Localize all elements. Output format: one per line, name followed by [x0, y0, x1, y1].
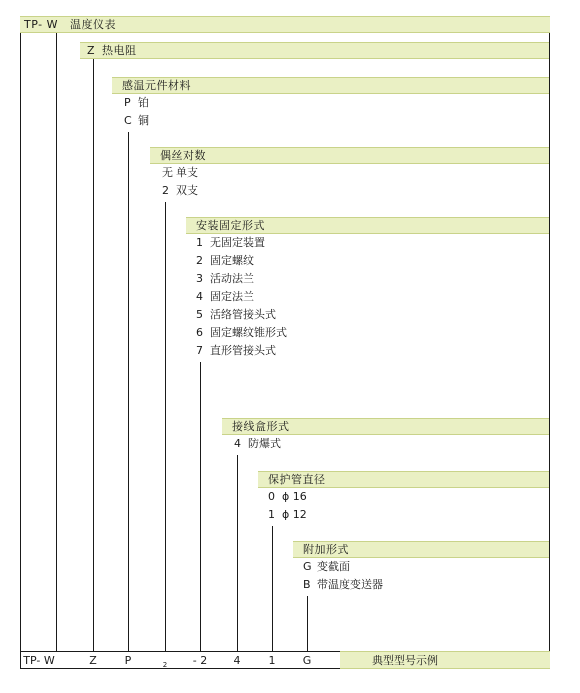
option-mounting-2: 2 固定螺纹 — [196, 254, 254, 267]
example-cell-pairs: 2 — [162, 661, 168, 669]
option-pairs-double: 2 双支 — [162, 184, 198, 197]
example-cell-series: TP- W — [23, 654, 55, 667]
example-cell-mounting: - 2 — [192, 654, 208, 667]
example-cell-junction: 4 — [233, 654, 241, 667]
section-bar-type — [80, 42, 550, 59]
option-mounting-3: 3 活动法兰 — [196, 272, 254, 285]
header-code: TP- W — [24, 18, 58, 31]
section-title: 安装固定形式 — [196, 219, 265, 232]
option-junction-box-4: 4 防爆式 — [234, 437, 281, 450]
connector-line-mounting — [200, 362, 201, 651]
connector-line-diameter — [272, 526, 273, 651]
connector-line-additional — [307, 596, 308, 651]
section-title: 附加形式 — [303, 543, 349, 556]
section-title: 保护管直径 — [268, 473, 326, 486]
option-diameter-12: 1 ϕ 12 — [268, 508, 307, 521]
section-bar-additional — [293, 541, 550, 558]
option-material-p: P 铂 — [124, 96, 149, 109]
option-material-c: C 铜 — [124, 114, 149, 127]
frame-left-line — [20, 33, 21, 669]
section-title: 热电阻 — [102, 44, 137, 57]
section-bar-pairs — [150, 147, 550, 164]
option-mounting-4: 4 固定法兰 — [196, 290, 254, 303]
example-label: 典型型号示例 — [372, 654, 438, 667]
option-mounting-7: 7 直形管接头式 — [196, 344, 276, 357]
option-mounting-1: 1 无固定装置 — [196, 236, 265, 249]
option-mounting-6: 6 固定螺纹锥形式 — [196, 326, 287, 339]
connector-line-material — [128, 132, 129, 651]
section-title: 感温元件材料 — [122, 79, 191, 92]
option-diameter-16: 0 ϕ 16 — [268, 490, 307, 503]
example-cell-diameter: 1 — [268, 654, 276, 667]
section-code: Z — [87, 44, 96, 57]
example-cell-additional: G — [302, 654, 312, 667]
option-mounting-5: 5 活络管接头式 — [196, 308, 276, 321]
option-additional-g: G 变截面 — [303, 560, 350, 573]
header-title: 温度仪表 — [70, 18, 116, 31]
section-bar-tube-diameter — [258, 471, 550, 488]
header-bar — [20, 16, 550, 33]
example-cell-material: P — [124, 654, 132, 667]
section-title: 偶丝对数 — [160, 149, 206, 162]
section-bar-mounting — [186, 217, 550, 234]
option-pairs-single: 无 单支 — [162, 166, 198, 179]
section-bar-material — [112, 77, 550, 94]
section-bar-junction-box — [222, 418, 550, 435]
connector-line-type — [56, 33, 57, 651]
connector-line-section — [93, 59, 94, 651]
option-additional-b: B 带温度变送器 — [303, 578, 383, 591]
example-cell-type: Z — [89, 654, 97, 667]
section-title: 接线盒形式 — [232, 420, 290, 433]
connector-line-pairs — [165, 202, 166, 651]
connector-line-junction — [237, 455, 238, 651]
frame-right-line — [549, 33, 550, 669]
